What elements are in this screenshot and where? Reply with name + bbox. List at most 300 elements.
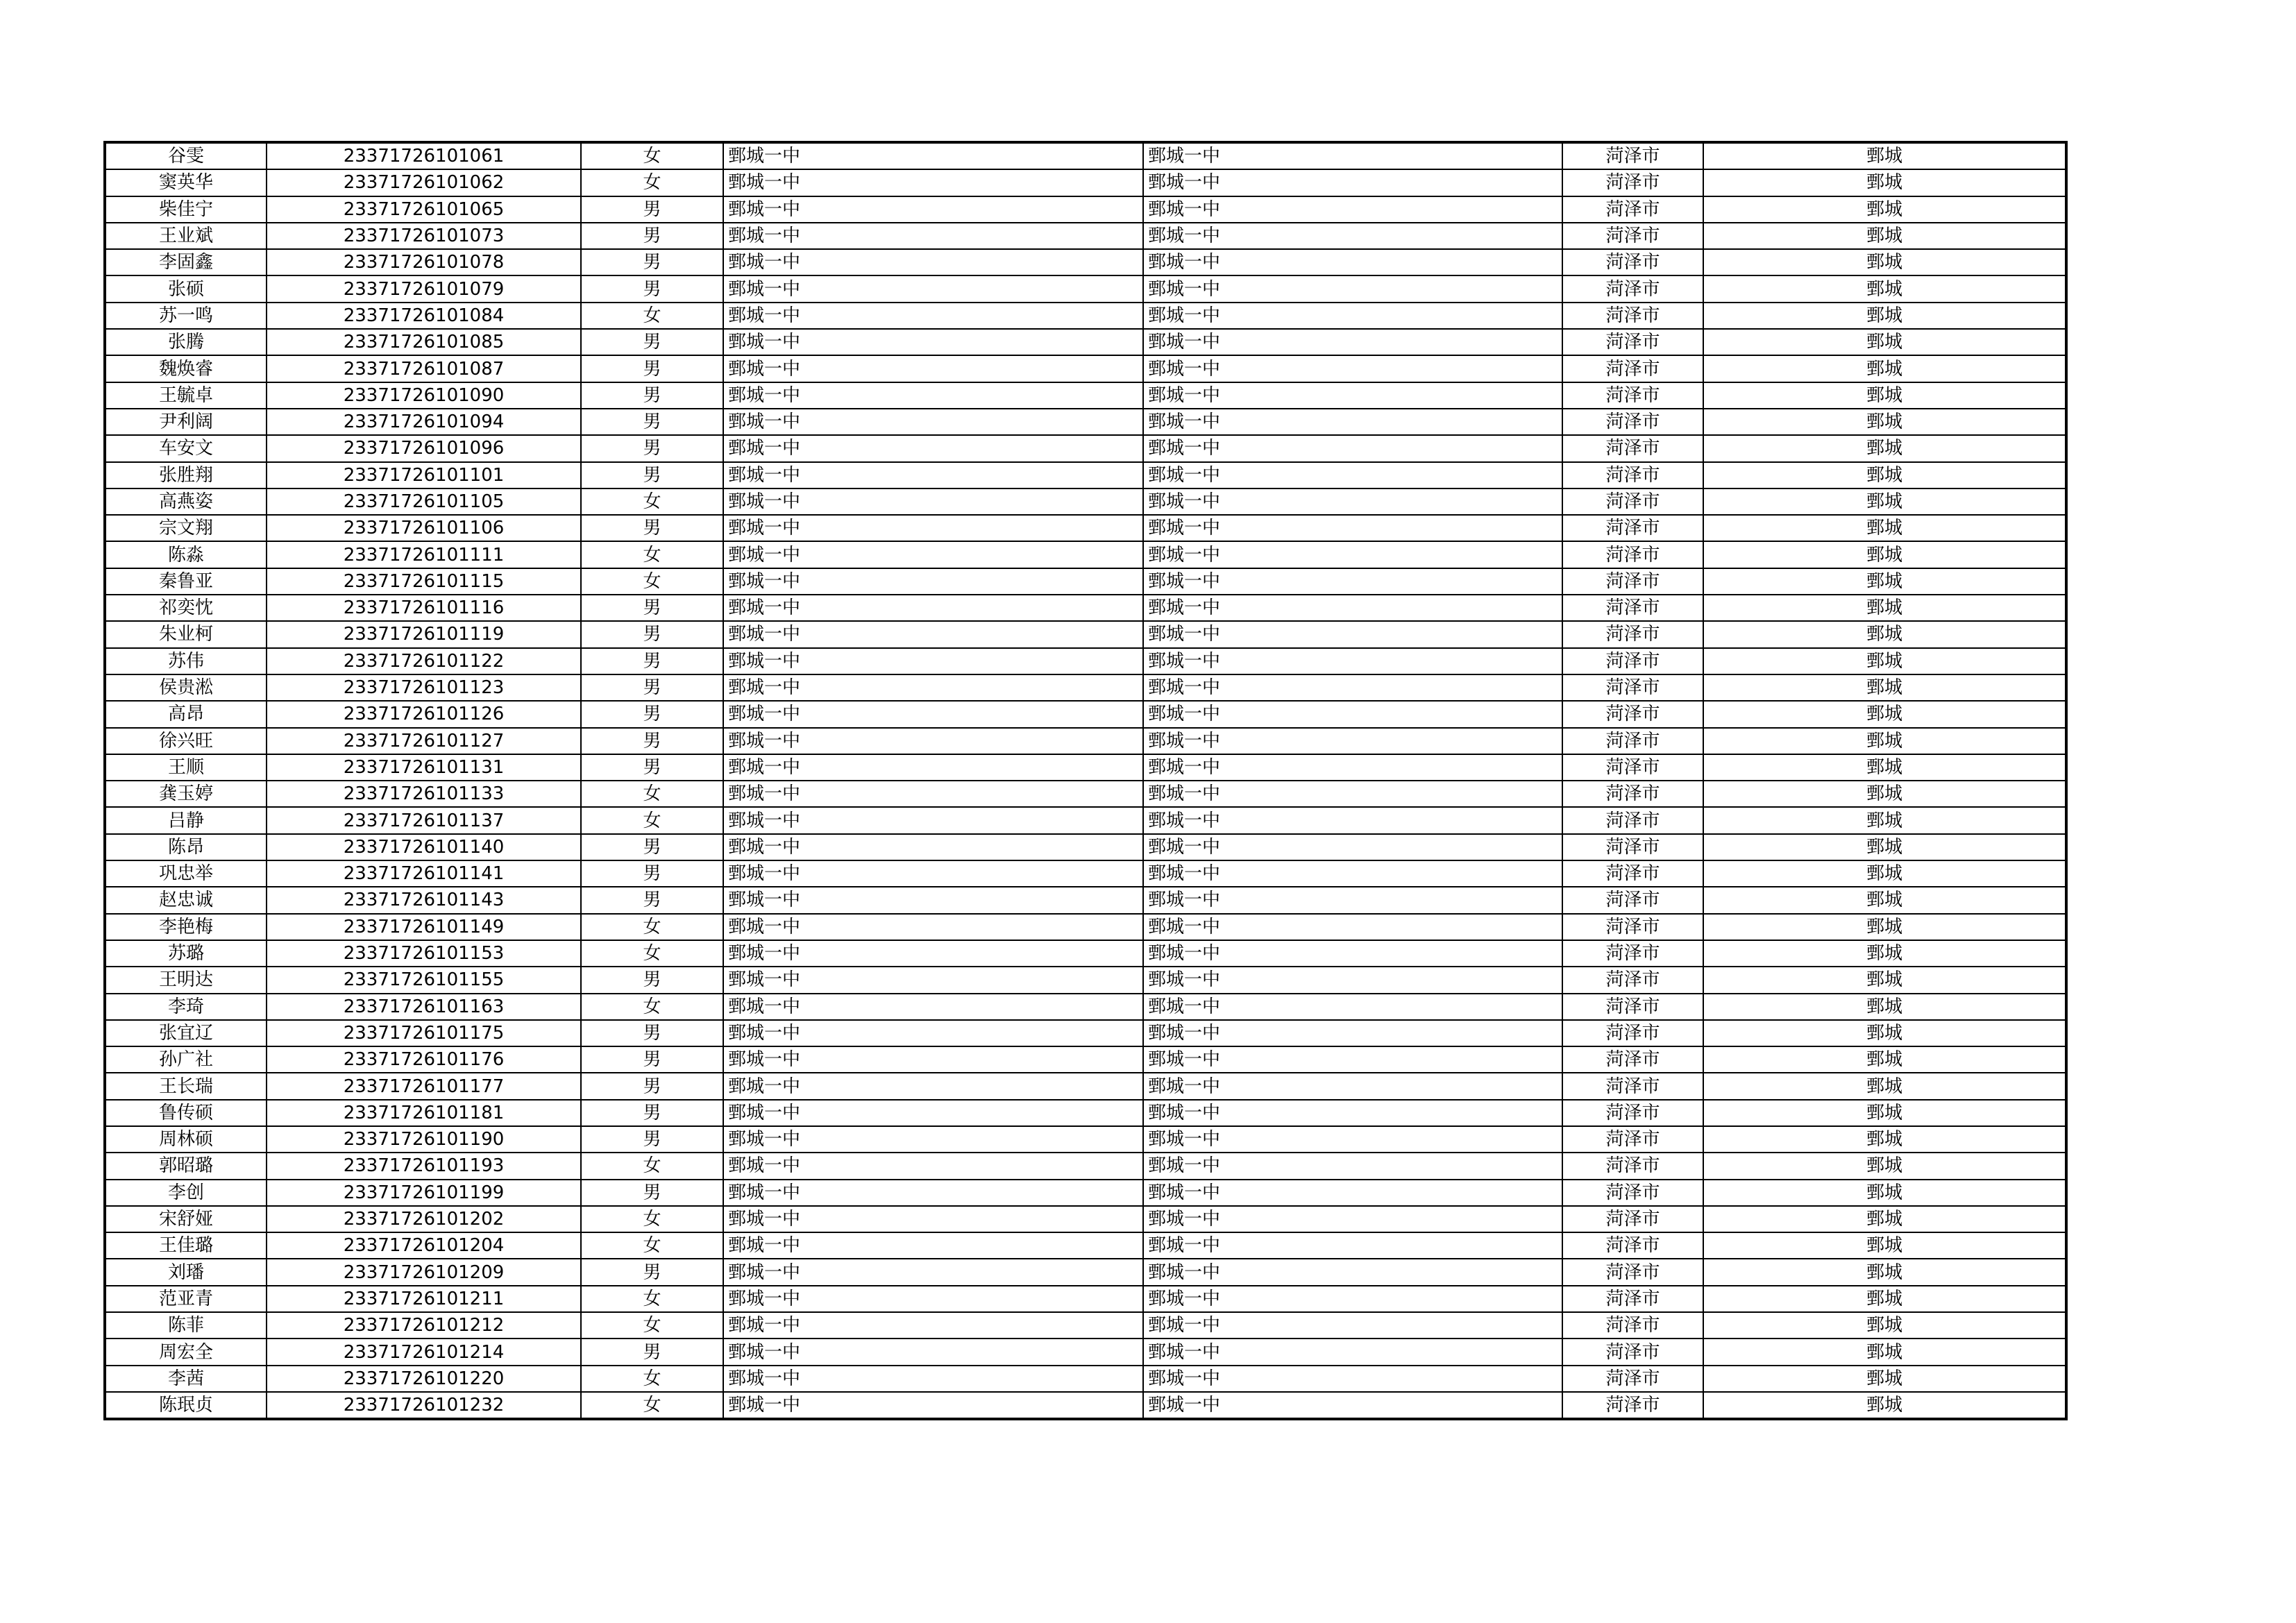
table-row: [105, 754, 2066, 781]
school-cell-2: 鄄城一中: [1143, 1339, 1562, 1365]
school-cell: 鄄城一中: [723, 834, 1143, 860]
gender-cell: 女: [581, 303, 723, 329]
city-cell: 菏泽市: [1562, 1286, 1703, 1312]
school-cell: 鄄城一中: [723, 409, 1143, 435]
name-cell: 车安文: [105, 435, 267, 461]
school-cell: 鄄城一中: [723, 1046, 1143, 1073]
county-cell: 鄄城: [1703, 781, 2066, 807]
county-cell: 鄄城: [1703, 1206, 2066, 1232]
gender-cell: 男: [581, 515, 723, 541]
name-cell: 王佳璐: [105, 1232, 267, 1259]
table-row: [105, 196, 2066, 223]
table-row: [105, 1339, 2066, 1365]
county-cell: 鄄城: [1703, 701, 2066, 727]
name-cell: 魏焕睿: [105, 355, 267, 382]
gender-cell: 女: [581, 940, 723, 967]
school-cell: 鄄城一中: [723, 887, 1143, 913]
table-row: [105, 1206, 2066, 1232]
school-cell-2: 鄄城一中: [1143, 1366, 1562, 1392]
name-cell: 苏伟: [105, 648, 267, 674]
school-cell: 鄄城一中: [723, 860, 1143, 887]
school-cell-2: 鄄城一中: [1143, 1312, 1562, 1339]
student-id-cell: 23371726101079: [267, 275, 581, 302]
school-cell: 鄄城一中: [723, 1020, 1143, 1046]
county-cell: 鄄城: [1703, 1073, 2066, 1099]
table-row: [105, 621, 2066, 647]
city-cell: 菏泽市: [1562, 409, 1703, 435]
county-cell: 鄄城: [1703, 1100, 2066, 1126]
school-cell-2: 鄄城一中: [1143, 754, 1562, 781]
table-row: [105, 887, 2066, 913]
city-cell: 菏泽市: [1562, 940, 1703, 967]
school-cell: 鄄城一中: [723, 1339, 1143, 1365]
school-cell-2: 鄄城一中: [1143, 887, 1562, 913]
school-cell-2: 鄄城一中: [1143, 728, 1562, 754]
student-id-cell: 23371726101214: [267, 1339, 581, 1365]
school-cell-2: 鄄城一中: [1143, 462, 1562, 488]
county-cell: 鄄城: [1703, 940, 2066, 967]
table-row: [105, 1126, 2066, 1153]
county-cell: 鄄城: [1703, 1126, 2066, 1153]
student-id-cell: 23371726101211: [267, 1286, 581, 1312]
city-cell: 菏泽市: [1562, 621, 1703, 647]
school-cell: 鄄城一中: [723, 728, 1143, 754]
student-id-cell: 23371726101106: [267, 515, 581, 541]
name-cell: 陈淼: [105, 541, 267, 568]
name-cell: 王长瑞: [105, 1073, 267, 1099]
name-cell: 宋舒娅: [105, 1206, 267, 1232]
student-id-cell: 23371726101149: [267, 914, 581, 940]
school-cell-2: 鄄城一中: [1143, 382, 1562, 409]
school-cell-2: 鄄城一中: [1143, 275, 1562, 302]
table-row: [105, 860, 2066, 887]
city-cell: 菏泽市: [1562, 303, 1703, 329]
school-cell-2: 鄄城一中: [1143, 169, 1562, 196]
name-cell: 鲁传硕: [105, 1100, 267, 1126]
school-cell-2: 鄄城一中: [1143, 541, 1562, 568]
table-row: [105, 515, 2066, 541]
name-cell: 陈昂: [105, 834, 267, 860]
city-cell: 菏泽市: [1562, 1312, 1703, 1339]
school-cell-2: 鄄城一中: [1143, 355, 1562, 382]
name-cell: 李琦: [105, 994, 267, 1020]
county-cell: 鄄城: [1703, 754, 2066, 781]
city-cell: 菏泽市: [1562, 488, 1703, 515]
county-cell: 鄄城: [1703, 860, 2066, 887]
school-cell: 鄄城一中: [723, 462, 1143, 488]
table-row: [105, 169, 2066, 196]
county-cell: 鄄城: [1703, 728, 2066, 754]
city-cell: 菏泽市: [1562, 701, 1703, 727]
name-cell: 张宜辽: [105, 1020, 267, 1046]
name-cell: 徐兴旺: [105, 728, 267, 754]
school-cell-2: 鄄城一中: [1143, 621, 1562, 647]
school-cell: 鄄城一中: [723, 223, 1143, 249]
student-id-cell: 23371726101073: [267, 223, 581, 249]
county-cell: 鄄城: [1703, 568, 2066, 595]
school-cell: 鄄城一中: [723, 249, 1143, 275]
student-id-cell: 23371726101122: [267, 648, 581, 674]
county-cell: 鄄城: [1703, 834, 2066, 860]
school-cell-2: 鄄城一中: [1143, 914, 1562, 940]
county-cell: 鄄城: [1703, 355, 2066, 382]
county-cell: 鄄城: [1703, 1020, 2066, 1046]
student-id-cell: 23371726101078: [267, 249, 581, 275]
school-cell-2: 鄄城一中: [1143, 834, 1562, 860]
city-cell: 菏泽市: [1562, 275, 1703, 302]
student-id-cell: 23371726101220: [267, 1366, 581, 1392]
school-cell-2: 鄄城一中: [1143, 940, 1562, 967]
student-id-cell: 23371726101090: [267, 382, 581, 409]
city-cell: 菏泽市: [1562, 754, 1703, 781]
city-cell: 菏泽市: [1562, 994, 1703, 1020]
city-cell: 菏泽市: [1562, 914, 1703, 940]
gender-cell: 女: [581, 1312, 723, 1339]
student-id-cell: 23371726101143: [267, 887, 581, 913]
table-row: [105, 329, 2066, 355]
city-cell: 菏泽市: [1562, 435, 1703, 461]
table-row: [105, 595, 2066, 621]
gender-cell: 男: [581, 1339, 723, 1365]
gender-cell: 女: [581, 914, 723, 940]
school-cell: 鄄城一中: [723, 648, 1143, 674]
school-cell: 鄄城一中: [723, 515, 1143, 541]
student-id-cell: 23371726101133: [267, 781, 581, 807]
gender-cell: 男: [581, 435, 723, 461]
city-cell: 菏泽市: [1562, 568, 1703, 595]
name-cell: 龚玉婷: [105, 781, 267, 807]
gender-cell: 男: [581, 1100, 723, 1126]
table-row: [105, 435, 2066, 461]
school-cell-2: 鄄城一中: [1143, 488, 1562, 515]
name-cell: 李固鑫: [105, 249, 267, 275]
gender-cell: 女: [581, 1366, 723, 1392]
school-cell: 鄄城一中: [723, 303, 1143, 329]
school-cell-2: 鄄城一中: [1143, 568, 1562, 595]
gender-cell: 女: [581, 142, 723, 169]
city-cell: 菏泽市: [1562, 1206, 1703, 1232]
table-row: [105, 1046, 2066, 1073]
name-cell: 张腾: [105, 329, 267, 355]
school-cell: 鄄城一中: [723, 355, 1143, 382]
school-cell-2: 鄄城一中: [1143, 249, 1562, 275]
name-cell: 吕静: [105, 807, 267, 833]
name-cell: 李创: [105, 1180, 267, 1206]
city-cell: 菏泽市: [1562, 1100, 1703, 1126]
gender-cell: 女: [581, 1232, 723, 1259]
school-cell: 鄄城一中: [723, 807, 1143, 833]
county-cell: 鄄城: [1703, 462, 2066, 488]
city-cell: 菏泽市: [1562, 1020, 1703, 1046]
school-cell: 鄄城一中: [723, 967, 1143, 993]
city-cell: 菏泽市: [1562, 382, 1703, 409]
school-cell: 鄄城一中: [723, 674, 1143, 701]
county-cell: 鄄城: [1703, 382, 2066, 409]
gender-cell: 男: [581, 674, 723, 701]
city-cell: 菏泽市: [1562, 860, 1703, 887]
city-cell: 菏泽市: [1562, 834, 1703, 860]
student-id-cell: 23371726101065: [267, 196, 581, 223]
name-cell: 苏璐: [105, 940, 267, 967]
table-row: [105, 142, 2066, 169]
city-cell: 菏泽市: [1562, 887, 1703, 913]
student-id-cell: 23371726101087: [267, 355, 581, 382]
school-cell-2: 鄄城一中: [1143, 595, 1562, 621]
school-cell-2: 鄄城一中: [1143, 196, 1562, 223]
gender-cell: 男: [581, 275, 723, 302]
city-cell: 菏泽市: [1562, 169, 1703, 196]
county-cell: 鄄城: [1703, 515, 2066, 541]
table-row: [105, 275, 2066, 302]
county-cell: 鄄城: [1703, 1339, 2066, 1365]
county-cell: 鄄城: [1703, 303, 2066, 329]
table-row: [105, 648, 2066, 674]
county-cell: 鄄城: [1703, 169, 2066, 196]
table-row: [105, 541, 2066, 568]
table-row: [105, 781, 2066, 807]
gender-cell: 女: [581, 1286, 723, 1312]
table-row: [105, 1312, 2066, 1339]
city-cell: 菏泽市: [1562, 196, 1703, 223]
county-cell: 鄄城: [1703, 275, 2066, 302]
gender-cell: 男: [581, 648, 723, 674]
county-cell: 鄄城: [1703, 595, 2066, 621]
city-cell: 菏泽市: [1562, 1392, 1703, 1419]
city-cell: 菏泽市: [1562, 329, 1703, 355]
county-cell: 鄄城: [1703, 409, 2066, 435]
school-cell: 鄄城一中: [723, 701, 1143, 727]
gender-cell: 男: [581, 621, 723, 647]
gender-cell: 男: [581, 382, 723, 409]
name-cell: 王明达: [105, 967, 267, 993]
gender-cell: 女: [581, 541, 723, 568]
student-id-cell: 23371726101094: [267, 409, 581, 435]
table-row: [105, 488, 2066, 515]
gender-cell: 男: [581, 196, 723, 223]
student-id-cell: 23371726101084: [267, 303, 581, 329]
student-id-cell: 23371726101199: [267, 1180, 581, 1206]
school-cell-2: 鄄城一中: [1143, 1232, 1562, 1259]
county-cell: 鄄城: [1703, 1180, 2066, 1206]
gender-cell: 男: [581, 701, 723, 727]
school-cell-2: 鄄城一中: [1143, 223, 1562, 249]
student-id-cell: 23371726101155: [267, 967, 581, 993]
student-id-cell: 23371726101116: [267, 595, 581, 621]
county-cell: 鄄城: [1703, 249, 2066, 275]
school-cell: 鄄城一中: [723, 1206, 1143, 1232]
school-cell: 鄄城一中: [723, 488, 1143, 515]
gender-cell: 男: [581, 728, 723, 754]
county-cell: 鄄城: [1703, 1392, 2066, 1419]
gender-cell: 男: [581, 249, 723, 275]
name-cell: 巩忠举: [105, 860, 267, 887]
school-cell: 鄄城一中: [723, 1392, 1143, 1419]
name-cell: 王毓卓: [105, 382, 267, 409]
gender-cell: 女: [581, 1206, 723, 1232]
school-cell-2: 鄄城一中: [1143, 303, 1562, 329]
name-cell: 秦鲁亚: [105, 568, 267, 595]
table-row: [105, 568, 2066, 595]
name-cell: 宗文翔: [105, 515, 267, 541]
gender-cell: 女: [581, 1392, 723, 1419]
student-id-cell: 23371726101096: [267, 435, 581, 461]
table-row: [105, 249, 2066, 275]
table-row: [105, 1153, 2066, 1179]
city-cell: 菏泽市: [1562, 223, 1703, 249]
roster-body: [105, 142, 2066, 1419]
school-cell: 鄄城一中: [723, 621, 1143, 647]
student-id-cell: 23371726101212: [267, 1312, 581, 1339]
gender-cell: 男: [581, 462, 723, 488]
gender-cell: 女: [581, 807, 723, 833]
gender-cell: 男: [581, 834, 723, 860]
school-cell-2: 鄄城一中: [1143, 142, 1562, 169]
table-row: [105, 940, 2066, 967]
city-cell: 菏泽市: [1562, 595, 1703, 621]
county-cell: 鄄城: [1703, 1232, 2066, 1259]
school-cell: 鄄城一中: [723, 329, 1143, 355]
county-cell: 鄄城: [1703, 541, 2066, 568]
school-cell-2: 鄄城一中: [1143, 1126, 1562, 1153]
name-cell: 赵忠诚: [105, 887, 267, 913]
county-cell: 鄄城: [1703, 142, 2066, 169]
student-id-cell: 23371726101193: [267, 1153, 581, 1179]
student-id-cell: 23371726101101: [267, 462, 581, 488]
student-id-cell: 23371726101111: [267, 541, 581, 568]
name-cell: 范亚青: [105, 1286, 267, 1312]
student-id-cell: 23371726101126: [267, 701, 581, 727]
student-id-cell: 23371726101190: [267, 1126, 581, 1153]
table-row: [105, 1020, 2066, 1046]
student-id-cell: 23371726101123: [267, 674, 581, 701]
school-cell: 鄄城一中: [723, 914, 1143, 940]
student-id-cell: 23371726101140: [267, 834, 581, 860]
table-row: [105, 303, 2066, 329]
county-cell: 鄄城: [1703, 914, 2066, 940]
school-cell-2: 鄄城一中: [1143, 967, 1562, 993]
student-id-cell: 23371726101105: [267, 488, 581, 515]
name-cell: 陈珉贞: [105, 1392, 267, 1419]
gender-cell: 男: [581, 967, 723, 993]
gender-cell: 女: [581, 994, 723, 1020]
student-id-cell: 23371726101085: [267, 329, 581, 355]
school-cell: 鄄城一中: [723, 1312, 1143, 1339]
city-cell: 菏泽市: [1562, 1180, 1703, 1206]
county-cell: 鄄城: [1703, 648, 2066, 674]
student-id-cell: 23371726101127: [267, 728, 581, 754]
school-cell-2: 鄄城一中: [1143, 409, 1562, 435]
school-cell: 鄄城一中: [723, 1259, 1143, 1285]
school-cell: 鄄城一中: [723, 1153, 1143, 1179]
table-row: [105, 1100, 2066, 1126]
city-cell: 菏泽市: [1562, 249, 1703, 275]
student-id-cell: 23371726101153: [267, 940, 581, 967]
table-row: [105, 382, 2066, 409]
city-cell: 菏泽市: [1562, 1259, 1703, 1285]
name-cell: 祁奕忱: [105, 595, 267, 621]
gender-cell: 男: [581, 409, 723, 435]
name-cell: 刘璠: [105, 1259, 267, 1285]
school-cell: 鄄城一中: [723, 754, 1143, 781]
county-cell: 鄄城: [1703, 223, 2066, 249]
table-row: [105, 1392, 2066, 1419]
student-id-cell: 23371726101119: [267, 621, 581, 647]
county-cell: 鄄城: [1703, 488, 2066, 515]
gender-cell: 男: [581, 1180, 723, 1206]
gender-cell: 女: [581, 781, 723, 807]
school-cell-2: 鄄城一中: [1143, 1020, 1562, 1046]
table-row: [105, 674, 2066, 701]
student-id-cell: 23371726101141: [267, 860, 581, 887]
table-row: [105, 1286, 2066, 1312]
gender-cell: 女: [581, 568, 723, 595]
student-id-cell: 23371726101181: [267, 1100, 581, 1126]
student-id-cell: 23371726101131: [267, 754, 581, 781]
student-id-cell: 23371726101204: [267, 1232, 581, 1259]
county-cell: 鄄城: [1703, 807, 2066, 833]
student-id-cell: 23371726101175: [267, 1020, 581, 1046]
city-cell: 菏泽市: [1562, 648, 1703, 674]
gender-cell: 男: [581, 355, 723, 382]
table-row: [105, 728, 2066, 754]
roster-table: [103, 141, 2068, 1420]
name-cell: 侯贵淞: [105, 674, 267, 701]
school-cell-2: 鄄城一中: [1143, 329, 1562, 355]
city-cell: 菏泽市: [1562, 355, 1703, 382]
student-id-cell: 23371726101062: [267, 169, 581, 196]
school-cell-2: 鄄城一中: [1143, 515, 1562, 541]
school-cell-2: 鄄城一中: [1143, 860, 1562, 887]
city-cell: 菏泽市: [1562, 728, 1703, 754]
name-cell: 李茜: [105, 1366, 267, 1392]
school-cell: 鄄城一中: [723, 781, 1143, 807]
table-row: [105, 1259, 2066, 1285]
school-cell-2: 鄄城一中: [1143, 1153, 1562, 1179]
school-cell-2: 鄄城一中: [1143, 648, 1562, 674]
school-cell: 鄄城一中: [723, 169, 1143, 196]
school-cell: 鄄城一中: [723, 994, 1143, 1020]
gender-cell: 女: [581, 1153, 723, 1179]
city-cell: 菏泽市: [1562, 515, 1703, 541]
student-id-cell: 23371726101202: [267, 1206, 581, 1232]
name-cell: 谷雯: [167, 146, 204, 167]
school-cell: 鄄城一中: [723, 1232, 1143, 1259]
city-cell: 菏泽市: [1562, 142, 1703, 169]
school-cell: 鄄城一中: [723, 1180, 1143, 1206]
student-id-cell: 23371726101232: [267, 1392, 581, 1419]
school-cell: 鄄城一中: [723, 1126, 1143, 1153]
school-cell: 鄄城一中: [723, 196, 1143, 223]
school-cell-2: 鄄城一中: [1143, 1286, 1562, 1312]
county-cell: 鄄城: [1703, 674, 2066, 701]
school-cell: 鄄城一中: [723, 1286, 1143, 1312]
county-cell: 鄄城: [1703, 1366, 2066, 1392]
gender-cell: 男: [581, 860, 723, 887]
city-cell: 菏泽市: [1562, 674, 1703, 701]
city-cell: 菏泽市: [1562, 1046, 1703, 1073]
school-cell-2: 鄄城一中: [1143, 1259, 1562, 1285]
city-cell: 菏泽市: [1562, 1232, 1703, 1259]
name-cell: 孙广社: [105, 1046, 267, 1073]
school-cell-2: 鄄城一中: [1143, 781, 1562, 807]
school-cell: 鄄城一中: [723, 541, 1143, 568]
school-cell: 鄄城一中: [723, 940, 1143, 967]
gender-cell: 女: [581, 488, 723, 515]
school-cell-2: 鄄城一中: [1143, 1180, 1562, 1206]
table-row: [105, 994, 2066, 1020]
table-row: [105, 355, 2066, 382]
name-cell: 周宏全: [105, 1339, 267, 1365]
